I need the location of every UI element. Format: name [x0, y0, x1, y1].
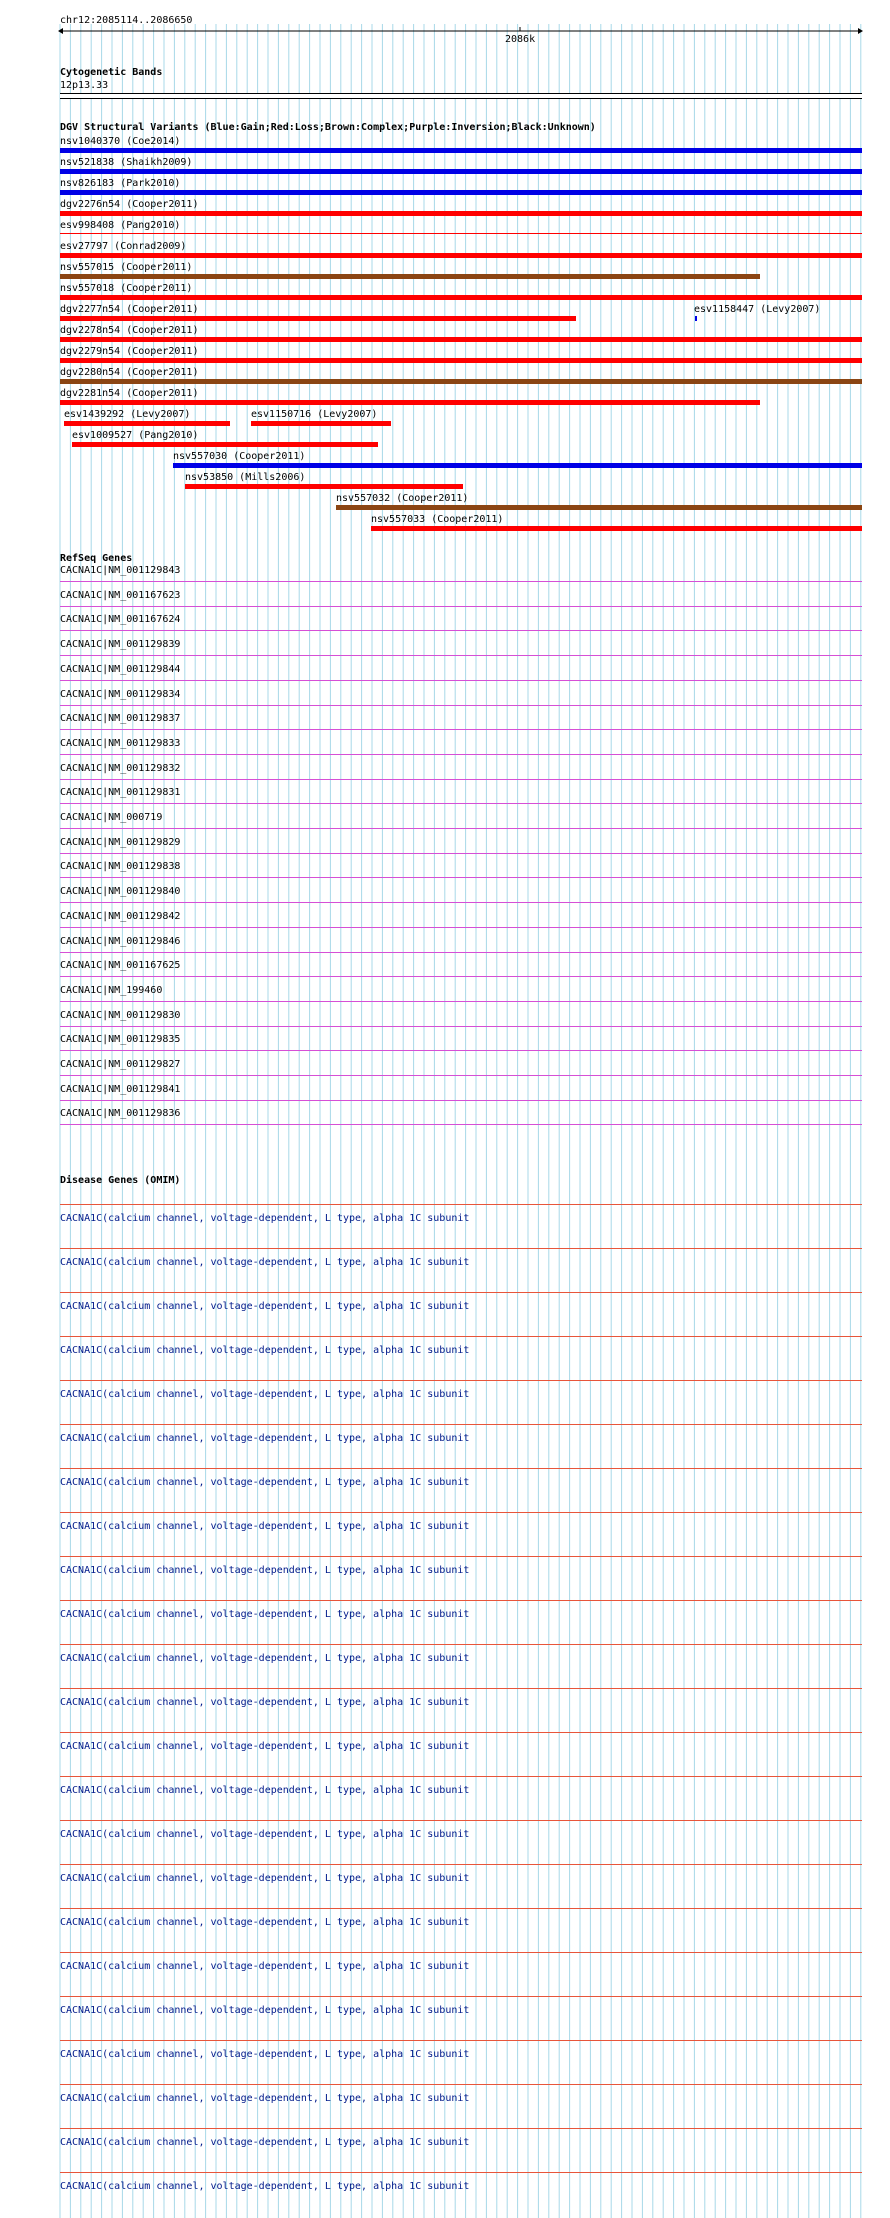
- omim-gene-label[interactable]: CACNA1C(calcium channel, voltage-dependent, L type, alpha 1C subunit: [60, 1521, 470, 1532]
- dgv-variant-label: nsv521838 (Shaikh2009): [60, 157, 193, 168]
- omim-gene-line[interactable]: [60, 1996, 862, 1997]
- refseq-gene-line[interactable]: [60, 729, 862, 730]
- omim-gene-line[interactable]: [60, 1732, 862, 1733]
- dgv-variant-label: dgv2277n54 (Cooper2011): [60, 304, 199, 315]
- dgv-variant-label: dgv2276n54 (Cooper2011): [60, 199, 199, 210]
- dgv-variant-label: nsv557018 (Cooper2011): [60, 283, 193, 294]
- dgv-variant-bar[interactable]: [64, 421, 230, 426]
- refseq-gene-line[interactable]: [60, 902, 862, 903]
- omim-gene-line[interactable]: [60, 2040, 862, 2041]
- omim-gene-line[interactable]: [60, 1908, 862, 1909]
- dgv-variant-bar[interactable]: [60, 274, 760, 279]
- omim-gene-label[interactable]: CACNA1C(calcium channel, voltage-dependent, L type, alpha 1C subunit: [60, 1433, 470, 1444]
- refseq-gene-line[interactable]: [60, 754, 862, 755]
- dgv-variant-label: nsv557033 (Cooper2011): [371, 514, 504, 525]
- refseq-gene-label: CACNA1C|NM_001129835: [60, 1034, 181, 1046]
- dgv-variant-bar[interactable]: [173, 463, 862, 468]
- omim-gene-line[interactable]: [60, 1776, 862, 1777]
- omim-track-title: Disease Genes (OMIM): [60, 1175, 181, 1186]
- refseq-gene-label: CACNA1C|NM_001129839: [60, 639, 181, 651]
- refseq-gene-line[interactable]: [60, 952, 862, 953]
- refseq-gene-label: CACNA1C|NM_001129844: [60, 663, 181, 675]
- dgv-variant-bar[interactable]: [371, 526, 862, 531]
- refseq-gene-label: CACNA1C|NM_001129837: [60, 713, 181, 725]
- dgv-variant-bar[interactable]: [72, 442, 378, 447]
- ruler-axis: [58, 26, 864, 38]
- refseq-gene-label: CACNA1C|NM_001129840: [60, 886, 181, 898]
- dgv-variant-label: esv998408 (Pang2010): [60, 220, 181, 231]
- refseq-gene-label: CACNA1C|NM_001129829: [60, 836, 181, 848]
- omim-gene-label[interactable]: CACNA1C(calcium channel, voltage-dependent, L type, alpha 1C subunit: [60, 1741, 470, 1752]
- refseq-gene-line[interactable]: [60, 655, 862, 656]
- dgv-variant-bar[interactable]: [60, 253, 862, 258]
- dgv-variant-bar[interactable]: [60, 358, 862, 363]
- omim-gene-label[interactable]: CACNA1C(calcium channel, voltage-dependent, L type, alpha 1C subunit: [60, 1785, 470, 1796]
- omim-gene-label[interactable]: CACNA1C(calcium channel, voltage-dependent, L type, alpha 1C subunit: [60, 2137, 470, 2148]
- dgv-variant-label: esv1158447 (Levy2007): [694, 304, 821, 315]
- dgv-variant-label: esv1150716 (Levy2007): [251, 409, 378, 420]
- dgv-variant-label: dgv2279n54 (Cooper2011): [60, 346, 199, 357]
- refseq-gene-label: CACNA1C|NM_001129841: [60, 1083, 181, 1095]
- dgv-variant-label: esv1009527 (Pang2010): [72, 430, 199, 441]
- omim-gene-label[interactable]: CACNA1C(calcium channel, voltage-dependent, L type, alpha 1C subunit: [60, 1653, 470, 1664]
- omim-gene-line[interactable]: [60, 1512, 862, 1513]
- refseq-gene-label: CACNA1C|NM_001129827: [60, 1059, 181, 1070]
- dgv-variant-label: dgv2281n54 (Cooper2011): [60, 388, 199, 399]
- omim-gene-line[interactable]: [60, 1204, 862, 1205]
- omim-gene-label[interactable]: CACNA1C(calcium channel, voltage-dependent, L type, alpha 1C subunit: [60, 2093, 470, 2104]
- dgv-variant-label: esv1439292 (Levy2007): [64, 409, 191, 420]
- omim-gene-label[interactable]: CACNA1C(calcium channel, voltage-dependent, L type, alpha 1C subunit: [60, 1389, 470, 1400]
- dgv-variant-label: nsv557032 (Cooper2011): [336, 493, 469, 504]
- refseq-gene-line[interactable]: [60, 853, 862, 854]
- refseq-gene-line[interactable]: [60, 680, 862, 681]
- omim-gene-line[interactable]: [60, 1424, 862, 1425]
- omim-gene-line[interactable]: [60, 1292, 862, 1293]
- omim-gene-label[interactable]: CACNA1C(calcium channel, voltage-dependent, L type, alpha 1C subunit: [60, 2181, 470, 2192]
- dgv-variant-bar[interactable]: [60, 211, 862, 216]
- refseq-gene-line[interactable]: [60, 1026, 862, 1027]
- dgv-variant-bar[interactable]: [60, 337, 862, 342]
- cytoband-track-title: Cytogenetic Bands: [60, 67, 163, 78]
- refseq-gene-line[interactable]: [60, 581, 862, 582]
- refseq-gene-line[interactable]: [60, 1100, 862, 1101]
- refseq-gene-line[interactable]: [60, 630, 862, 631]
- refseq-gene-label: CACNA1C|NM_001129842: [60, 910, 181, 922]
- refseq-gene-line[interactable]: [60, 803, 862, 804]
- dgv-variant-bar[interactable]: [60, 316, 576, 321]
- omim-gene-label[interactable]: CACNA1C(calcium channel, voltage-dependent, L type, alpha 1C subunit: [60, 1213, 470, 1224]
- refseq-gene-label: CACNA1C|NM_000719: [60, 812, 163, 823]
- dgv-variant-label: nsv557030 (Cooper2011): [173, 451, 306, 462]
- ruler-position: chr12:2085114..2086650: [60, 15, 193, 26]
- dgv-variant-bar[interactable]: [60, 379, 862, 384]
- omim-gene-line[interactable]: [60, 1952, 862, 1953]
- refseq-gene-line[interactable]: [60, 877, 862, 878]
- omim-gene-label[interactable]: CACNA1C(calcium channel, voltage-dependent, L type, alpha 1C subunit: [60, 1873, 470, 1884]
- omim-gene-line[interactable]: [60, 1380, 862, 1381]
- refseq-gene-line[interactable]: [60, 1001, 862, 1002]
- omim-gene-line[interactable]: [60, 1468, 862, 1469]
- dgv-track-title: DGV Structural Variants (Blue:Gain;Red:Loss;Brown:Complex;Purple:Inversion;Black:Unknown): [60, 122, 596, 133]
- dgv-variant-bar[interactable]: [60, 190, 862, 195]
- refseq-gene-line[interactable]: [60, 1050, 862, 1051]
- omim-gene-line[interactable]: [60, 1864, 862, 1865]
- refseq-gene-label: CACNA1C|NM_001129838: [60, 861, 181, 873]
- refseq-gene-label: CACNA1C|NM_001167625: [60, 960, 181, 972]
- omim-gene-line[interactable]: [60, 1600, 862, 1601]
- refseq-gene-label: CACNA1C|NM_001129830: [60, 1009, 181, 1021]
- refseq-gene-line[interactable]: [60, 705, 862, 706]
- dgv-variant-bar[interactable]: [60, 169, 862, 174]
- refseq-gene-label: CACNA1C|NM_001129836: [60, 1108, 181, 1120]
- refseq-gene-line[interactable]: [60, 779, 862, 780]
- omim-gene-line[interactable]: [60, 2172, 862, 2173]
- dgv-variant-label: nsv53850 (Mills2006): [185, 472, 306, 483]
- dgv-variant-label: nsv1040370 (Coe2014): [60, 136, 181, 147]
- refseq-gene-label: CACNA1C|NM_001167624: [60, 614, 181, 626]
- omim-gene-line[interactable]: [60, 1248, 862, 1249]
- refseq-gene-label: CACNA1C|NM_199460: [60, 984, 163, 996]
- omim-gene-line[interactable]: [60, 2084, 862, 2085]
- omim-gene-line[interactable]: [60, 1644, 862, 1645]
- omim-gene-line[interactable]: [60, 1556, 862, 1557]
- omim-gene-line[interactable]: [60, 2128, 862, 2129]
- omim-gene-label[interactable]: CACNA1C(calcium channel, voltage-dependent, L type, alpha 1C subunit: [60, 1829, 470, 1840]
- omim-gene-label[interactable]: CACNA1C(calcium channel, voltage-dependent, L type, alpha 1C subunit: [60, 1961, 470, 1972]
- omim-gene-label[interactable]: CACNA1C(calcium channel, voltage-dependent, L type, alpha 1C subunit: [60, 2049, 470, 2060]
- refseq-gene-label: CACNA1C|NM_001129833: [60, 737, 181, 749]
- refseq-gene-line[interactable]: [60, 606, 862, 607]
- refseq-gene-label: CACNA1C|NM_001129832: [60, 762, 181, 774]
- refseq-gene-label: CACNA1C|NM_001129834: [60, 688, 181, 700]
- omim-gene-line[interactable]: [60, 1336, 862, 1337]
- dgv-variant-bar[interactable]: [60, 148, 862, 153]
- dgv-variant-bar[interactable]: [60, 233, 862, 234]
- refseq-gene-label: CACNA1C|NM_001167623: [60, 589, 181, 601]
- refseq-gene-line[interactable]: [60, 1075, 862, 1076]
- omim-gene-label[interactable]: CACNA1C(calcium channel, voltage-dependent, L type, alpha 1C subunit: [60, 1257, 470, 1268]
- cytoband-name: 12p13.33: [60, 80, 109, 91]
- omim-gene-label[interactable]: CACNA1C(calcium channel, voltage-dependent, L type, alpha 1C subunit: [60, 1345, 470, 1356]
- dgv-variant-bar[interactable]: [185, 484, 463, 489]
- omim-gene-label[interactable]: CACNA1C(calcium channel, voltage-dependent, L type, alpha 1C subunit: [60, 1565, 470, 1576]
- cytoband-bar: [60, 93, 862, 99]
- ruler-tick-label: 2086k: [505, 34, 536, 45]
- dgv-variant-bar[interactable]: [60, 400, 760, 405]
- dgv-variant-label: nsv826183 (Park2010): [60, 178, 181, 189]
- refseq-gene-label: CACNA1C|NM_001129843: [60, 565, 181, 576]
- omim-gene-label[interactable]: CACNA1C(calcium channel, voltage-dependent, L type, alpha 1C subunit: [60, 1917, 470, 1928]
- refseq-gene-line[interactable]: [60, 927, 862, 928]
- omim-gene-label[interactable]: CACNA1C(calcium channel, voltage-dependent, L type, alpha 1C subunit: [60, 1477, 470, 1488]
- omim-gene-label[interactable]: CACNA1C(calcium channel, voltage-dependent, L type, alpha 1C subunit: [60, 1609, 470, 1620]
- refseq-gene-line[interactable]: [60, 1124, 862, 1125]
- refseq-gene-label: CACNA1C|NM_001129831: [60, 787, 181, 799]
- omim-gene-label[interactable]: CACNA1C(calcium channel, voltage-dependent, L type, alpha 1C subunit: [60, 1301, 470, 1312]
- dgv-variant-label: dgv2278n54 (Cooper2011): [60, 325, 199, 336]
- omim-gene-line[interactable]: [60, 1688, 862, 1689]
- refseq-track-title: RefSeq Genes: [60, 553, 133, 564]
- dgv-variant-label: esv27797 (Conrad2009): [60, 241, 187, 252]
- omim-gene-line[interactable]: [60, 1820, 862, 1821]
- dgv-variant-label: dgv2280n54 (Cooper2011): [60, 367, 199, 378]
- refseq-gene-line[interactable]: [60, 976, 862, 977]
- refseq-gene-label: CACNA1C|NM_001129846: [60, 935, 181, 947]
- dgv-variant-bar[interactable]: [336, 505, 862, 510]
- omim-gene-label[interactable]: CACNA1C(calcium channel, voltage-dependent, L type, alpha 1C subunit: [60, 2005, 470, 2016]
- dgv-variant-label: nsv557015 (Cooper2011): [60, 262, 193, 273]
- refseq-gene-line[interactable]: [60, 828, 862, 829]
- dgv-variant-bar[interactable]: [60, 295, 862, 300]
- dgv-variant-bar[interactable]: [695, 316, 697, 321]
- omim-gene-label[interactable]: CACNA1C(calcium channel, voltage-dependent, L type, alpha 1C subunit: [60, 1697, 470, 1708]
- dgv-variant-bar[interactable]: [251, 421, 391, 426]
